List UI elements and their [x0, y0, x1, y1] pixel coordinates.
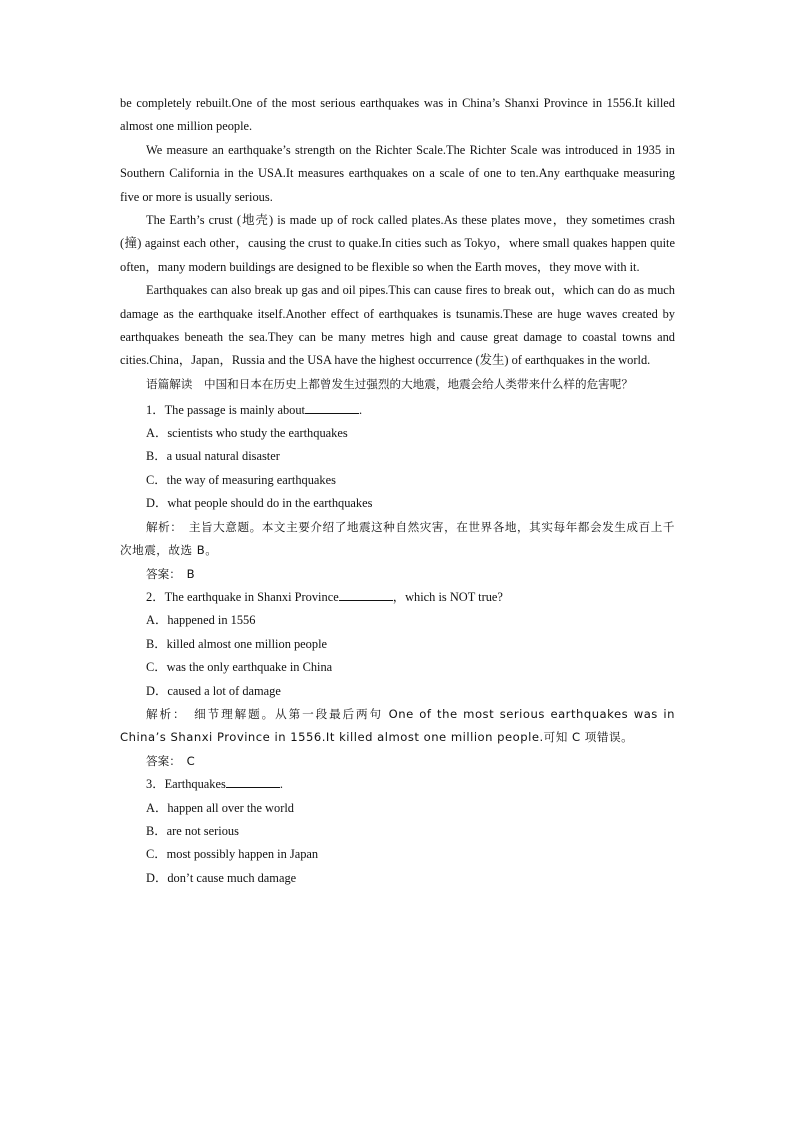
question-1-option-d: D．what people should do in the earthquakes	[146, 496, 373, 511]
text-analysis-intro: 语篇解读 中国和日本在历史上都曾发生过强烈的大地震，地震会给人类带来什么样的危害呢？	[146, 376, 633, 391]
question-1-option-a: A．scientists who study the earthquakes	[146, 426, 348, 441]
question-1-stem: 1．The passage is mainly about .	[146, 402, 363, 417]
question-1-explanation: 解析： 主旨大意题。本文主要介绍了地震这种自然灾害，在世界各地，其实每年都会发生成百上千次地震，故选 B。	[120, 519, 675, 558]
question-3-option-d: D．don’t cause much damage	[146, 870, 297, 885]
passage-paragraph-4: Earthquakes can also break up gas and oil pipes.This can cause fires to break out，which can do as much damage as the earthquake itself.Another effect of earthquakes is tsunamis.These are huge waves created by earthquakes beneath the sea.They can be many metres high and cause great damage to coastal towns and cities.China，Japan，Russia and the USA have the highest occurrence (发生) of earthquakes in the world.	[120, 283, 675, 368]
passage-paragraph-3: The Earth’s crust (地壳) is made up of rock called plates.As these plates move，they sometimes crash (撞) against each other，causing the crust to quake.In cities such as Tokyo，where small quakes happen quite often，many modern buildings are designed to be flexible so when the Earth moves，they move with it.	[120, 213, 675, 274]
document-page	[120, 92, 675, 890]
answer-blank	[339, 599, 393, 601]
question-1-option-b: B．a usual natural disaster	[146, 449, 280, 464]
question-2-answer: 答案： C	[146, 753, 195, 768]
question-2-option-c: C．was the only earthquake in China	[146, 660, 333, 675]
passage-paragraph-2: We measure an earthquake’s strength on the Richter Scale.The Richter Scale was introduced in 1935 in Southern California in the USA.It measures earthquakes on a scale of one to ten.Any earthquake measuring five or more is usually serious.	[120, 142, 675, 204]
answer-blank	[226, 786, 280, 788]
question-3-stem: 3．Earthquakes .	[146, 777, 283, 792]
question-3-option-b: B．are not serious	[146, 823, 239, 838]
question-2-option-d: D．caused a lot of damage	[146, 683, 281, 698]
question-3-option-a: A．happen all over the world	[146, 800, 294, 815]
answer-blank	[305, 412, 359, 414]
question-2-option-a: A．happened in 1556	[146, 613, 256, 628]
question-3-option-c: C．most possibly happen in Japan	[146, 847, 319, 862]
question-1-option-c: C．the way of measuring earthquakes	[146, 472, 336, 487]
question-2-explanation: 解析： 细节理解题。从第一段最后两句 One of the most serious earthquakes was in China’s Shanxi Province in 1556.It killed almost one million people.可知 C 项错误。	[120, 706, 675, 745]
question-2-option-b: B．killed almost one million people	[146, 636, 328, 651]
question-2-stem: 2．The earthquake in Shanxi Province ，which is NOT true?	[146, 589, 503, 604]
passage-paragraph-1: be completely rebuilt.One of the most serious earthquakes was in China’s Shanxi Province in 1556.It killed almost one million people.	[120, 96, 675, 134]
question-1-answer: 答案： B	[146, 566, 195, 581]
